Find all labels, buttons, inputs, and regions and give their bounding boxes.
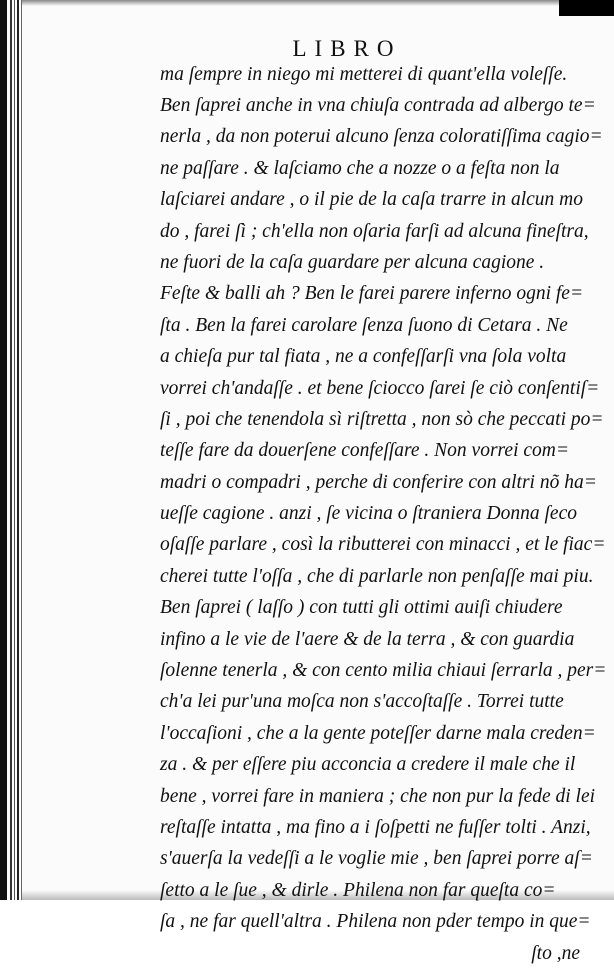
text-line: madri o compadri , perche di conferire con altri nõ ha= xyxy=(160,471,597,493)
text-line: infino a le vie de l'aere & de la terra , & con guardia xyxy=(160,628,575,650)
text-line: oſaſſe parlare , così la ributterei con minacci , et le fiac= xyxy=(160,534,606,556)
text-line: ueſſe cagione . anzi , ſe vicina o ſtraniera Donna ſeco xyxy=(160,503,577,525)
text-line: ſa , ne far quell'altra . Philena non pder tempo in que= xyxy=(160,911,591,933)
book-edge xyxy=(21,0,22,900)
text-line: a chieſa pur tal fiata , ne a confeſſarſi vna ſola volta xyxy=(160,346,567,368)
text-line: za . & per eſſere piu acconcia a credere il male che il xyxy=(160,754,576,776)
text-line: ne fuori de la caſa guardare per alcuna cagione . xyxy=(160,251,545,273)
text-line: ch'a lei pur'una moſca non s'accoſtaſſe . Torrei tutte xyxy=(160,691,564,713)
text-line: s'auerſa la vedeſſi a le voglie mie , ben ſaprei porre aſ= xyxy=(160,848,593,870)
book-edge xyxy=(17,0,19,900)
text-line: ſetto a le ſue , & dirle . Philena non far queſta co= xyxy=(160,879,556,901)
text-line: cherei tutte l'oſſa , che di parlarle non penſaſſe mai piu. xyxy=(160,565,594,587)
book-edge xyxy=(14,0,15,900)
top-shadow xyxy=(22,0,614,6)
body-text xyxy=(160,60,607,969)
book-edge xyxy=(10,0,12,900)
running-head: LIBRO xyxy=(292,36,402,61)
text-line: bene , vorrei fare in maniera ; che non pur la fede di lei xyxy=(160,785,596,807)
text-line: Ben ſaprei anche in vna chiuſa contrada ad albergo te= xyxy=(160,95,596,116)
text-line: l'occaſioni , che a la gente poteſſer darne mala creden= xyxy=(160,722,596,744)
text-line: teſſe fare da douerſene confeſſare . Non vorrei com= xyxy=(160,440,570,462)
text-line: Ben ſaprei ( laſſo ) con tutti gli ottimi auiſi chiudere xyxy=(160,597,563,619)
text-line: reſtaſſe intatta , ma fino a i ſoſpetti ne fuſſer tolti . Anzi, xyxy=(160,816,591,838)
scan-corner xyxy=(559,0,614,16)
text-line: vorrei ch'andaſſe . et bene ſciocco ſarei ſe ciò conſentiſ= xyxy=(160,377,600,399)
text-line: laſciarei andare , o il pie de la caſa trarre in alcun mo xyxy=(160,189,583,211)
text-line: ſolenne tenerla , & con cento milia chiaui ſerrarla , per= xyxy=(160,660,607,682)
catchword: ſto ,ne xyxy=(531,942,580,964)
text-line: ne paſſare . & laſciamo che a nozze o a feſta non la xyxy=(160,157,560,179)
text-line: Feſte & balli ah ? Ben le farei parere inferno ogni fe= xyxy=(160,283,584,305)
text-line: ma ſempre in niego mi metterei di quant'ella voleſſe. xyxy=(160,64,568,85)
text-line: ſi , poi che tenendola sì riſtretta , non sò che peccati po= xyxy=(160,408,604,430)
book-edge xyxy=(0,0,7,900)
text-line: ſta . Ben la farei carolare ſenza ſuono di Cetara . Ne xyxy=(160,314,568,336)
text-line: do , farei ſì ; ch'ella non oſaria farſi ad alcuna fineſtra, xyxy=(160,220,589,242)
text-line: nerla , da non poterui alcuno ſenza coloratiſſima cagio= xyxy=(160,126,603,148)
